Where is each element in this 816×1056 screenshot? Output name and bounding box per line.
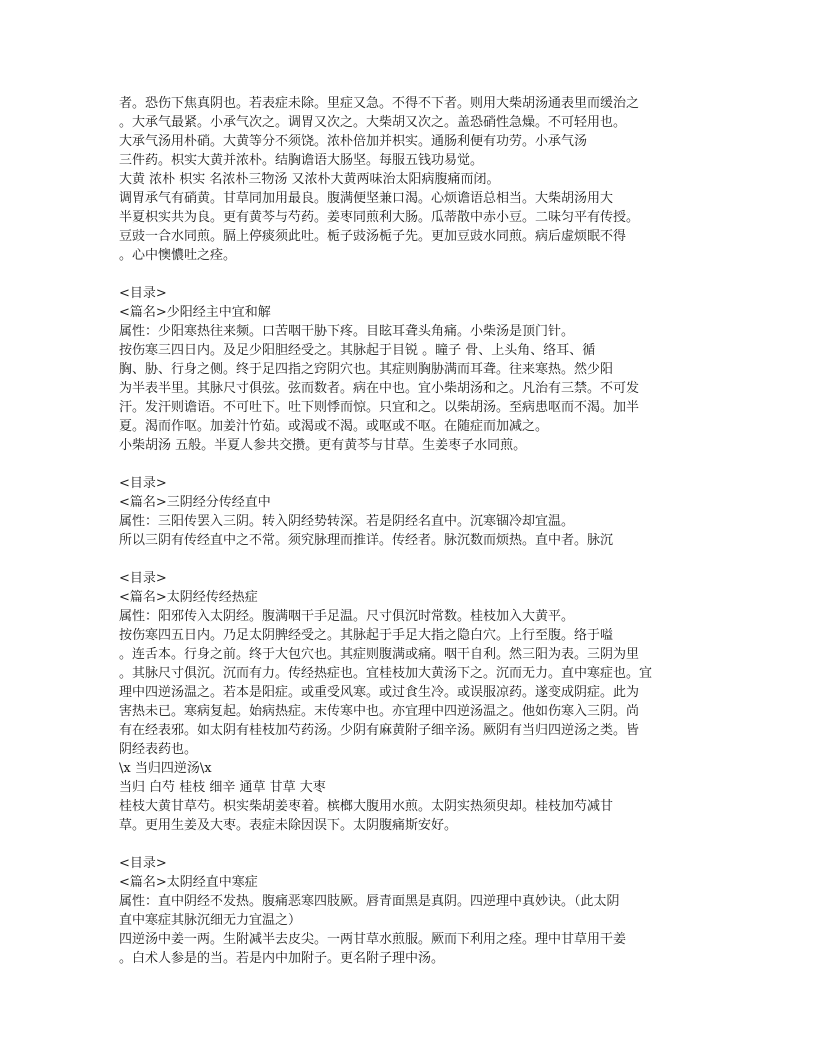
text-line: 阴经表药也。: [119, 742, 198, 757]
text-line: 害热未已。寒病复起。始病热症。末传寒中也。亦宜理中四逆汤温之。他如伤寒入三阴。尚: [119, 704, 640, 719]
section-shaoyang: [119, 284, 699, 455]
section-title: <篇名>太阴经传经热症: [119, 590, 258, 605]
catalog-tag: <目录>: [119, 286, 167, 301]
section-taiyin-heat: [119, 569, 699, 835]
paragraph-gap: [119, 265, 699, 284]
text-line: 调胃承气有硝黄。甘草同加用最良。腹满便坚兼口渴。心烦谵语总相当。大柴胡汤用大: [119, 191, 614, 206]
text-line: 胸、胁、行身之侧。终于足四指之窍阴穴也。其症则胸胁满而耳聋。往来寒热。然少阳: [119, 362, 614, 377]
text-line: 属性：三阳传罢入三阴。转入阴经势转深。若是阴经名直中。沉寒锢冷却宜温。: [119, 514, 575, 529]
catalog-tag: <目录>: [119, 856, 167, 871]
text-line: 有在经表邪。如太阴有桂枝加芍药汤。少阴有麻黄附子细辛汤。厥阴有当归四逆汤之类。皆: [119, 723, 640, 738]
text-line: 为半表半里。其脉尺寸俱弦。弦而数者。病在中也。宜小柴胡汤和之。凡治有三禁。不可发: [119, 381, 640, 396]
section-title: <篇名>少阳经主中宜和解: [119, 305, 271, 320]
text-line: 直中寒症其脉沉细无力宜温之）: [119, 913, 302, 928]
text-line: 属性：阳邪传入太阴经。腹满咽干手足温。尺寸俱沉时常数。桂枝加入大黄平。: [119, 609, 575, 624]
text-line: 汗。发汗则谵语。不可吐下。吐下则悸而惊。只宜和之。以柴胡汤。至病患呕而不渴。加半: [119, 400, 640, 415]
catalog-tag: <目录>: [119, 571, 167, 586]
text-line: 者。恐伤下焦真阴也。若表症未除。里症又急。不得不下者。则用大柴胡汤通表里而缓治之: [119, 96, 640, 111]
text-block: [119, 94, 699, 265]
text-line: 大黄 浓朴 枳实 名浓朴三物汤 又浓朴大黄两味治太阳病腹痛而闭。: [119, 172, 500, 187]
text-line: 属性：少阳寒热往来频。口苦咽干胁下疼。目眩耳聋头角痛。小柴汤是顶门针。: [119, 324, 575, 339]
text-line: 所以三阴有传经直中之不常。须究脉理而推详。传经者。脉沉数而烦热。直中者。脉沉: [119, 533, 614, 548]
paragraph-gap: [119, 455, 699, 474]
text-line: \x 当归四逆汤\x: [119, 761, 212, 776]
text-line: 。心中懊憹吐之痊。: [119, 248, 237, 263]
paragraph-gap: [119, 550, 699, 569]
text-line: 大承气汤用朴硝。大黄等分不须饶。浓朴倍加并枳实。通肠利便有功劳。小承气汤: [119, 134, 588, 149]
text-line: 夏。渴而作呕。加姜汁竹茹。或渴或不渴。或呕或不呕。在随症而加减之。: [119, 419, 549, 434]
text-line: 四逆汤中姜一两。生附减半去皮尖。一两甘草水煎服。厥而下利用之痊。理中甘草用干姜: [119, 932, 627, 947]
text-line: 小柴胡汤 五般。半夏人参共交攒。更有黄芩与甘草。生姜枣子水同煎。: [119, 438, 527, 453]
text-line: 半夏枳实共为良。更有黄芩与芍药。姜枣同煎利大肠。瓜蒂散中赤小豆。二味匀平有传授。: [119, 210, 640, 225]
document-page: [119, 94, 699, 968]
section-title: <篇名>三阴经分传经直中: [119, 495, 271, 510]
text-line: 当归 白芍 桂枝 细辛 通草 甘草 大枣: [119, 780, 326, 795]
text-line: 三件药。枳实大黄并浓朴。结胸谵语大肠坚。每服五钱功易觉。: [119, 153, 484, 168]
text-line: 按伤寒四五日内。乃足太阴脾经受之。其脉起于手足大指之隐白穴。上行至腹。络于嗌: [119, 628, 614, 643]
text-line: 属性：直中阴经不发热。腹痛恶寒四肢厥。唇青面黑是真阴。四逆理中真妙诀。（此太阴: [119, 894, 620, 909]
text-line: 。大承气最紧。小承气次之。调胃又次之。大柴胡又次之。盖恐硝性急燥。不可轻用也。: [119, 115, 627, 130]
section-taiyin-cold: [119, 854, 699, 968]
text-line: 理中四逆汤温之。若本是阳症。或重受风寒。或过食生冷。或误服凉药。遂变成阴症。此为: [119, 685, 640, 700]
text-line: 草。更用生姜及大枣。表症未除因误下。太阴腹痛斯安好。: [119, 818, 458, 833]
paragraph-gap: [119, 835, 699, 854]
catalog-tag: <目录>: [119, 476, 167, 491]
section-title: <篇名>太阴经直中寒症: [119, 875, 258, 890]
text-line: 。白术人参是的当。若是内中加附子。更名附子理中汤。: [119, 951, 445, 966]
text-line: 桂枝大黄甘草芍。枳实柴胡姜枣着。槟榔大腹用水煎。太阴实热须臾却。桂枝加芍减甘: [119, 799, 614, 814]
text-line: 豆豉一合水同煎。膈上停痰须此吐。栀子豉汤栀子先。更加豆豉水同煎。病后虚烦眠不得: [119, 229, 627, 244]
section-three-yin: [119, 474, 699, 550]
text-line: 。连舌本。行身之前。终于大包穴也。其症则腹满或痛。咽干自利。然三阳为表。三阴为里: [119, 647, 640, 662]
text-line: 按伤寒三四日内。及足少阳胆经受之。其脉起于目锐 。瞳子 骨、上头角、络耳、循: [119, 343, 596, 358]
text-line: 。其脉尺寸俱沉。沉而有力。传经热症也。宜桂枝加大黄汤下之。沉而无力。直中寒症也。宜: [119, 666, 653, 681]
